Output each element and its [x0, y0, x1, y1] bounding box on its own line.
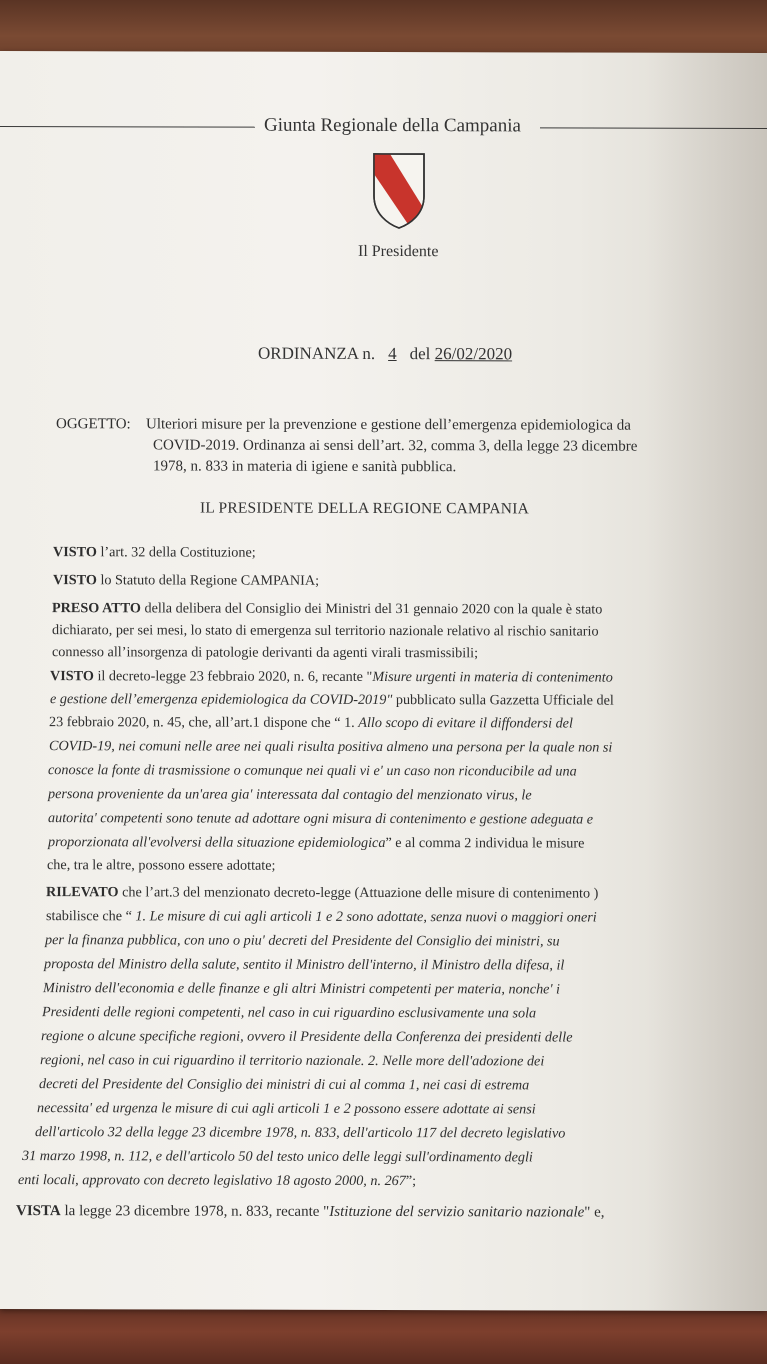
rilevato-line-11: dell'articolo 32 della legge 23 dicembre 1978, n. 833, dell'articolo 117 del decreto legislativo	[35, 1124, 566, 1142]
vista-legge-text: " e,	[584, 1204, 605, 1221]
header-title: Giunta Regionale della Campania	[264, 114, 521, 137]
visto-decreto-line-5: conosce la fonte di trasmissione o comunque nei quali vi e' un caso non riconducibile ad una	[48, 762, 577, 780]
rilevato-line-10: necessita' ed urgenza le misure di cui agli articoli 1 e 2 possono essere adottate ai sensi	[37, 1100, 536, 1118]
campania-crest-icon	[372, 152, 426, 230]
rilevato-keyword: RILEVATO	[46, 884, 119, 901]
visto-keyword: VISTO	[53, 544, 97, 561]
visto-decreto-title-cont: e gestione dell’emergenza epidemiologica da COVID-2019"	[50, 691, 393, 709]
ordinanza-date: 26/02/2020	[434, 344, 513, 364]
rilevato-line-8: regioni, nel caso in cui riguardino il territorio nazionale. 2. Nelle more dell'adozione dei	[40, 1052, 545, 1070]
rilevato-text: stabilisce che “	[46, 908, 136, 925]
rilevato-quote: 1. Le misure di cui agli articoli 1 e 2 sono adottate, senza nuovi o maggiori oneri	[135, 908, 597, 926]
preso-atto-line-1	[52, 601, 602, 617]
visto-decreto-line-3	[49, 715, 573, 731]
visto-decreto-text: 23 febbraio 2020, n. 45, che, all’art.1 dispone che “ 1.	[49, 714, 359, 731]
ordinanza-line	[258, 344, 512, 365]
visto-decreto-line-1	[50, 669, 613, 685]
visto-decreto-line-8	[48, 835, 584, 851]
header-rule-left	[0, 126, 255, 128]
preso-atto-line-2: dichiarato, per sei mesi, lo stato di emergenza sul territorio nazionale relativo al rischio sanitario	[52, 622, 599, 640]
rilevato-line-2	[46, 909, 597, 925]
oggetto-line-2: COVID-2019. Ordinanza ai sensi dell’art. 32, comma 3, della legge 23 dicembre	[153, 437, 638, 455]
rilevato-line-12: 31 marzo 1998, n. 112, e dell'articolo 50 del testo unico delle leggi sull'ordinamento degli	[22, 1148, 533, 1166]
rilevato-line-13	[18, 1173, 416, 1188]
vista-keyword: VISTA	[16, 1203, 61, 1220]
visto-decreto-line-9: che, tra le altre, possono essere adottate;	[47, 857, 276, 874]
vista-legge-line	[16, 1204, 605, 1221]
vista-legge-title: Istituzione del servizio sanitario nazionale	[329, 1203, 585, 1221]
rilevato-line-7: regione o alcune specifiche regioni, ovvero il Presidente della Conferenza dei presidenti delle	[41, 1028, 573, 1046]
visto-costituzione	[53, 545, 256, 560]
visto-decreto-title: Misure urgenti in materia di contenimento	[372, 668, 613, 686]
visto-decreto-line-4: COVID-19, nei comuni nelle aree nei quali risulta positiva almeno una persona per la quale non si	[49, 738, 613, 756]
visto-statuto-text: lo Statuto della Regione CAMPANIA;	[100, 572, 320, 589]
rilevato-line-9: decreti del Presidente del Consiglio dei ministri di cui al comma 1, nei casi di estrema	[39, 1076, 530, 1094]
visto-decreto-quote: Allo scopo di evitare il diffondersi del	[358, 714, 573, 732]
visto-keyword: VISTO	[53, 572, 97, 589]
rilevato-text: ”;	[405, 1173, 417, 1190]
visto-costituzione-text: l’art. 32 della Costituzione;	[100, 544, 256, 561]
ordinanza-prefix: ORDINANZA n.	[258, 343, 376, 363]
preso-atto-text-1: della delibera del Consiglio dei Ministri del 31 gennaio 2020 con la quale è stato	[144, 600, 603, 618]
visto-decreto-line-7: autorita' competenti sono tenute ad adottare ogni misura di contenimento e gestione adeguata e	[48, 810, 594, 828]
document-page	[0, 51, 767, 1311]
visto-decreto-quote: proporzionata all'evolversi della situazione epidemiologica	[48, 834, 386, 852]
preso-atto-line-3: connesso all’insorgenza di patologie derivanti da agenti virali trasmissibili;	[52, 644, 479, 662]
rilevato-line-6: Presidenti delle regioni competenti, nel caso in cui riguardino esclusivamente una sola	[42, 1004, 537, 1022]
preso-atto-keyword: PRESO ATTO	[52, 600, 141, 617]
visto-decreto-line-2	[50, 692, 614, 708]
header-subtitle: Il Presidente	[358, 242, 439, 261]
rilevato-line-4: proposta del Ministro della salute, sentito il Ministro dell'interno, il Ministro della difesa, il	[44, 956, 565, 974]
vista-legge-text: la legge 23 dicembre 1978, n. 833, recante "	[64, 1203, 330, 1220]
oggetto-line-1: Ulteriori misure per la prevenzione e gestione dell’emergenza epidemiologica da	[146, 416, 631, 434]
rilevato-line-5: Ministro dell'economia e delle finanze e gli altri Ministri competenti per materia, nonche' i	[43, 980, 560, 998]
rilevato-quote: enti locali, approvato con decreto legislativo 18 agosto 2000, n. 267	[18, 1172, 406, 1190]
visto-decreto-line-6: persona proveniente da un'area gia' interessata dal contagio del menzionato virus, le	[48, 786, 532, 804]
ordinanza-number: 4	[388, 344, 397, 364]
header-rule-right	[540, 127, 767, 129]
visto-statuto	[53, 573, 319, 588]
visto-decreto-text: pubblicato sulla Gazzetta Ufficiale del	[392, 692, 614, 709]
oggetto-label: OGGETTO:	[56, 416, 131, 433]
document-heading: IL PRESIDENTE DELLA REGIONE CAMPANIA	[200, 499, 529, 518]
rilevato-text: che l’art.3 del menzionato decreto-legge (Attuazione delle misure di contenimento )	[122, 884, 599, 902]
visto-keyword: VISTO	[50, 668, 94, 685]
visto-decreto-text: ” e al comma 2 individua le misure	[385, 835, 585, 852]
rilevato-line-1	[46, 885, 598, 901]
visto-decreto-text: il decreto-legge 23 febbraio 2020, n. 6, recante "	[97, 668, 373, 685]
ordinanza-del: del	[409, 344, 431, 364]
rilevato-line-3: per la finanza pubblica, con uno o piu' decreti del Presidente del Consiglio dei ministri, su	[45, 932, 560, 950]
oggetto-line-3: 1978, n. 833 in materia di igiene e sanità pubblica.	[153, 458, 457, 476]
